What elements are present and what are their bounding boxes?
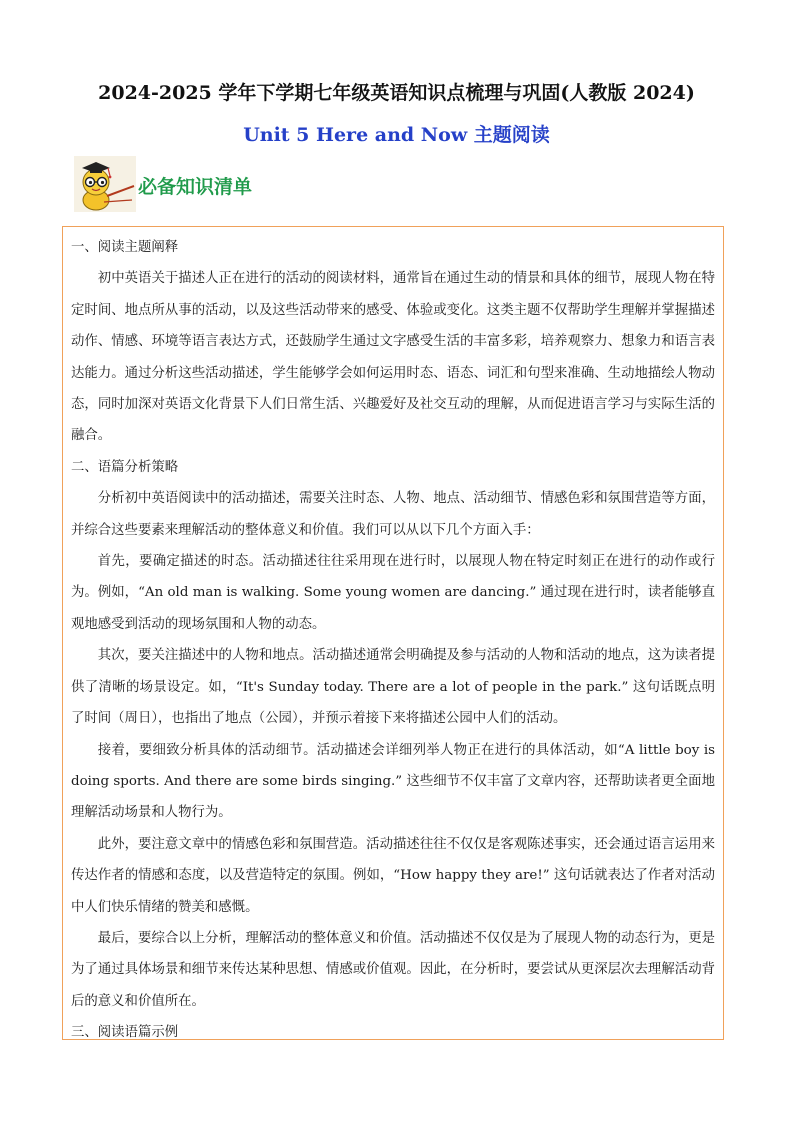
section2-paragraph-1: 首先，要确定描述的时态。活动描述往往采用现在进行时，以展现人物在特定时刻正在进行的动作或行为。例如，“An old man is walking. Some young women are dancing.” 通过现在进行时，读者能够直观地感受到活动的现场氛围和人物的动态。 xyxy=(71,554,715,632)
section2-paragraph-3: 接着，要细致分析具体的活动细节。活动描述会详细列举人物正在进行的具体活动，如“A little boy is doing sports. And there are some birds singing.” 这些细节不仅丰富了文章内容，还帮助读者更全面地理解活动场景和人物行为。 xyxy=(71,742,715,821)
section-banner xyxy=(74,156,374,212)
knowledge-box xyxy=(62,226,724,1040)
section2-paragraph-5: 最后，要综合以上分析，理解活动的整体意义和价值。活动描述不仅仅是为了展现人物的动态行为，更是为了通过具体场景和细节来传达某种思想、情感或价值观。因此，在分析时，要尝试从更深层次去理解活动背后的意义和价值所在。 xyxy=(71,930,715,1009)
section3-heading: 三、阅读语篇示例 xyxy=(71,1025,179,1041)
section2-heading: 二、语篇分析策略 xyxy=(71,459,179,475)
section2-intro: 分析初中英语阅读中的活动描述，需要关注时态、人物、地点、活动细节、情感色彩和氛围营造等方面，并综合这些要素来理解活动的整体意义和价值。我们可以从以下几个方面入手： xyxy=(71,491,715,538)
banner-label: 必备知识清单 xyxy=(138,176,253,198)
document-title: 2024-2025 学年下学期七年级英语知识点梳理与巩固(人教版 2024) xyxy=(98,82,695,104)
section1-paragraph: 初中英语关于描述人正在进行的活动的阅读材料，通常旨在通过生动的情景和具体的细节，展现人物在特定时间、地点所从事的活动，以及这些活动带来的感受、体验或变化。这类主题不仅帮助学生理解并掌握描述动作、情感、环境等语言表达方式，还鼓励学生通过文字感受生活的丰富多彩，培养观察力、想象力和语言表达能力。通过分析这些活动描述，学生能够学会如何运用时态、语态、词汇和句型来准确、生动地描绘人物动态，同时加深对英语文化背景下人们日常生活、兴趣爱好及社交互动的理解，从而促进语言学习与实际生活的融合。 xyxy=(71,271,715,444)
section2-paragraph-2: 其次，要关注描述中的人物和地点。活动描述通常会明确提及参与活动的人物和活动的地点，这为读者提供了清晰的场景设定。如，“It's Sunday today. There are a lot of people in the park.” 这句话既点明了时间（周日），也指出了地点（公园），并预示着接下来将描述公园中人们的活动。 xyxy=(71,648,715,727)
section1-heading: 一、阅读主题阐释 xyxy=(71,240,179,255)
unit-subtitle: Unit 5 Here and Now 主题阅读 xyxy=(243,124,550,146)
section2-paragraph-4: 此外，要注意文章中的情感色彩和氛围营造。活动描述往往不仅仅是客观陈述事实，还会通过语言运用来传达作者的情感和态度，以及营造特定的氛围。例如，“How happy they are!” 这句话就表达了作者对活动中人们快乐情绪的赞美和感慨。 xyxy=(71,836,715,915)
graduate-mascot-icon xyxy=(74,156,136,212)
